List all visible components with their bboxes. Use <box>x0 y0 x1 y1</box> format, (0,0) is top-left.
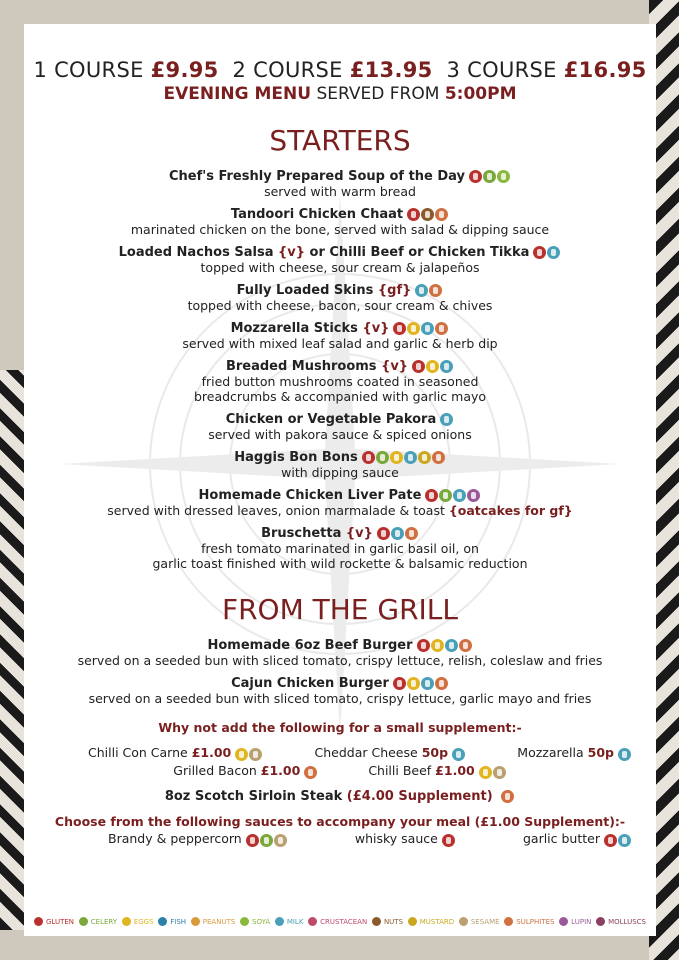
sauce-label: whisky sauce <box>354 831 438 846</box>
allergen-icons <box>469 169 511 184</box>
milk-icon <box>440 413 453 426</box>
item-description: fried button mushrooms coated in seasoned <box>201 374 479 389</box>
menu-item <box>24 207 656 237</box>
soya-icon <box>240 917 249 926</box>
sulphites-icon <box>304 766 317 779</box>
legend-item <box>372 917 403 926</box>
menu-item <box>24 676 656 706</box>
gluten-icon <box>362 451 375 464</box>
supplement-item <box>88 745 263 761</box>
item-title: Homemade 6oz Beef Burger <box>207 638 413 653</box>
course-prices: 1 COURSE £9.95 2 COURSE £13.95 3 COURSE £16.95 <box>33 58 647 82</box>
legend-label: LUPIN <box>571 917 592 926</box>
item-description: garlic toast finished with wild rockette & balsamic reduction <box>152 556 528 571</box>
gluten-icon <box>604 834 617 847</box>
gluten-icon <box>407 208 420 221</box>
gluten-icon <box>377 527 390 540</box>
item-title: Tandoori Chicken Chaat <box>230 207 404 222</box>
sauce-item <box>108 831 288 847</box>
item-description: marinated chicken on the bone, served with salad & dipping sauce <box>130 222 550 237</box>
item-name <box>24 321 656 336</box>
milk-icon <box>453 489 466 502</box>
supplement-title: Why not add the following for a small supplement:- <box>158 720 522 735</box>
allergen-icons <box>618 746 632 761</box>
menu-item <box>24 638 656 668</box>
sesame-icon <box>249 748 262 761</box>
sesame-icon <box>274 834 287 847</box>
legend-label: PEANUTS <box>202 917 236 926</box>
item-name <box>24 450 656 465</box>
sulphites-icon <box>405 527 418 540</box>
legend-label: MILK <box>286 917 304 926</box>
milk-icon <box>421 322 434 335</box>
allergen-icons <box>377 526 419 541</box>
item-title: Breaded Mushrooms <box>225 359 377 374</box>
legend-item <box>504 917 554 926</box>
milk-icon <box>421 677 434 690</box>
legend-label: EGGS <box>133 917 154 926</box>
supplements-row-1 <box>24 745 656 761</box>
diet-tag: {v} <box>381 359 409 374</box>
item-description: served on a seeded bun with sliced tomato, crispy lettuce, relish, coleslaw and fries <box>77 653 603 668</box>
eggs-icon <box>426 360 439 373</box>
milk-icon <box>547 246 560 259</box>
legend-label: NUTS <box>383 917 404 926</box>
gluten-icon <box>393 322 406 335</box>
legend-label: SESAME <box>470 917 500 926</box>
diet-note: {oatcakes for gf} <box>448 503 573 518</box>
celery-icon <box>483 170 496 183</box>
menu-page <box>24 24 656 936</box>
gluten-icon <box>393 677 406 690</box>
supplement-label: Chilli Beef <box>368 763 436 778</box>
eggs-icon <box>479 766 492 779</box>
legend-item <box>122 917 154 926</box>
allergen-icons <box>604 832 632 847</box>
starters-heading: STARTERS <box>269 124 411 157</box>
supplement-item <box>314 745 466 761</box>
item-name <box>24 245 656 260</box>
sauce-label: garlic butter <box>522 831 600 846</box>
sulphites-icon <box>432 451 445 464</box>
sauce-item <box>355 831 456 847</box>
milk-icon <box>445 639 458 652</box>
supplement-item <box>517 745 632 761</box>
diet-tag: {v} <box>345 526 373 541</box>
item-name <box>24 412 656 427</box>
allergen-icons <box>393 676 449 691</box>
eggs-icon <box>431 639 444 652</box>
allergen-icons <box>362 450 446 465</box>
diet-tag: {v} <box>362 321 390 336</box>
celery-icon <box>79 917 88 926</box>
eggs-icon <box>122 917 131 926</box>
milk-icon <box>440 360 453 373</box>
milk-icon <box>415 284 428 297</box>
item-description: breadcrumbs & accompanied with garlic mayo <box>193 389 487 404</box>
soya-icon <box>497 170 510 183</box>
allergen-legend <box>34 917 646 926</box>
item-description: served with warm bread <box>264 184 416 199</box>
item-description: served with pakora sauce & spiced onions <box>208 427 472 442</box>
allergen-icons <box>425 488 481 503</box>
molluscs-icon <box>596 917 605 926</box>
starters-list <box>24 169 656 571</box>
sulphites-icon <box>435 322 448 335</box>
sauces-row <box>24 831 656 847</box>
nuts-icon <box>372 917 381 926</box>
mustard-icon <box>408 917 417 926</box>
legend-item <box>240 917 270 926</box>
allergen-icons <box>412 359 454 374</box>
eggs-icon <box>235 748 248 761</box>
celery-icon <box>376 451 389 464</box>
allergen-icons <box>533 245 561 260</box>
item-name <box>24 169 656 184</box>
allergen-icons <box>415 283 443 298</box>
sesame-icon <box>493 766 506 779</box>
legend-item <box>191 917 236 926</box>
legend-label: SULPHITES <box>516 917 555 926</box>
menu-item <box>24 169 656 199</box>
item-title: Cajun Chicken Burger <box>231 676 389 691</box>
legend-item <box>408 917 454 926</box>
item-name <box>24 638 656 653</box>
legend-label: MUSTARD <box>419 917 455 926</box>
diet-tag: {v} <box>278 245 305 260</box>
menu-item <box>24 321 656 351</box>
legend-label: CELERY <box>90 917 118 926</box>
supplement-label: Grilled Bacon <box>173 763 261 778</box>
item-description: served with dressed leaves, onion marmalade & toast {oatcakes for gf} <box>107 503 573 518</box>
grill-list <box>24 638 656 706</box>
gluten-icon <box>417 639 430 652</box>
menu-item <box>24 488 656 518</box>
item-name <box>24 676 656 691</box>
item-name <box>24 488 656 503</box>
crustacean-icon <box>308 917 317 926</box>
eggs-icon <box>407 322 420 335</box>
allergen-icons <box>246 832 288 847</box>
sulphites-icon <box>504 917 513 926</box>
eggs-icon <box>407 677 420 690</box>
supplement-price: 50p <box>587 745 614 760</box>
legend-label: MOLLUSCS <box>608 917 646 926</box>
supplement-label: Mozzarella <box>517 745 588 760</box>
lupin-icon <box>559 917 568 926</box>
fish-icon <box>158 917 167 926</box>
item-description: served with mixed leaf salad and garlic & herb dip <box>182 336 498 351</box>
supplement-item <box>173 763 318 779</box>
item-name <box>24 283 656 298</box>
milk-icon <box>618 834 631 847</box>
supplement-label: Cheddar Cheese <box>314 745 422 760</box>
allergen-icons <box>452 746 466 761</box>
peanuts-icon <box>191 917 200 926</box>
menu-item <box>24 412 656 442</box>
milk-icon <box>404 451 417 464</box>
legend-item <box>275 917 304 926</box>
gluten-icon <box>34 917 43 926</box>
nuts-icon <box>421 208 434 221</box>
item-name <box>24 207 656 222</box>
supplement-item <box>368 763 506 779</box>
item-description: topped with cheese, bacon, sour cream & chives <box>187 298 493 313</box>
allergen-icons <box>417 638 473 653</box>
menu-item <box>24 283 656 313</box>
gluten-icon <box>425 489 438 502</box>
allergen-icons <box>407 207 449 222</box>
legend-item <box>308 917 367 926</box>
supplement-price: £1.00 <box>191 745 232 760</box>
legend-item <box>459 917 500 926</box>
legend-label: FISH <box>170 917 187 926</box>
allergen-icons <box>304 764 318 779</box>
legend-label: SOYA <box>252 917 271 926</box>
legend-label: GLUTEN <box>46 917 75 926</box>
item-title: Bruschetta <box>261 526 342 541</box>
allergen-icons <box>235 746 263 761</box>
menu-item <box>24 450 656 480</box>
lupin-icon <box>467 489 480 502</box>
gluten-icon <box>533 246 546 259</box>
evening-menu-line: EVENING MENU SERVED FROM 5:00PM <box>163 84 517 104</box>
gluten-icon <box>469 170 482 183</box>
legend-item <box>559 917 591 926</box>
allergen-icons <box>479 764 507 779</box>
gluten-icon <box>442 834 455 847</box>
sulphites-icon <box>459 639 472 652</box>
mustard-icon <box>418 451 431 464</box>
gluten-icon <box>412 360 425 373</box>
milk-icon <box>618 748 631 761</box>
allergen-icons <box>442 832 456 847</box>
sauce-item <box>523 831 632 847</box>
item-title: Mozzarella Sticks <box>230 321 358 336</box>
item-title: Loaded Nachos Salsa <box>118 245 274 260</box>
celery-icon <box>439 489 452 502</box>
legend-item <box>158 917 186 926</box>
celery-icon <box>260 834 273 847</box>
legend-item <box>34 917 74 926</box>
item-title: Haggis Bon Bons <box>234 450 358 465</box>
allergen-icons <box>393 321 449 336</box>
item-title: Chicken or Vegetable Pakora <box>225 412 437 427</box>
supplements-row-2 <box>24 763 656 779</box>
legend-item <box>596 917 646 926</box>
sulphites-icon <box>501 790 514 803</box>
supplement-price: £1.00 <box>260 763 301 778</box>
milk-icon <box>391 527 404 540</box>
supplement-price: 50p <box>421 745 449 760</box>
item-description: with dipping sauce <box>281 465 399 480</box>
diet-tag: {gf} <box>377 283 412 298</box>
item-description: topped with cheese, sour cream & jalapeños <box>200 260 480 275</box>
sauce-label: Brandy & peppercorn <box>108 831 242 846</box>
sulphites-icon <box>429 284 442 297</box>
steak-item: 8oz Scotch Sirloin Steak (£4.00 Supplement) <box>24 789 656 804</box>
item-title: Fully Loaded Skins <box>236 283 374 298</box>
gluten-icon <box>246 834 259 847</box>
eggs-icon <box>390 451 403 464</box>
sulphites-icon <box>435 677 448 690</box>
legend-label: CRUSTACEAN <box>320 917 368 926</box>
item-name <box>24 526 656 541</box>
sauce-title: Choose from the following sauces to accompany your meal (£1.00 Supplement):- <box>54 814 626 829</box>
item-name <box>24 359 656 374</box>
sulphites-icon <box>435 208 448 221</box>
milk-icon <box>275 917 284 926</box>
zebra-border-left <box>0 370 24 930</box>
supplement-label: Chilli Con Carne <box>88 745 192 760</box>
menu-item <box>24 245 656 275</box>
item-description: fresh tomato marinated in garlic basil oil, on <box>201 541 479 556</box>
legend-item <box>79 917 117 926</box>
milk-icon <box>452 748 465 761</box>
steak-allergen-icons <box>501 789 515 804</box>
supplement-price: £1.00 <box>435 763 475 778</box>
item-description: served on a seeded bun with sliced tomato, crispy lettuce, garlic mayo and fries <box>88 691 592 706</box>
sesame-icon <box>459 917 468 926</box>
item-title: Chef's Freshly Prepared Soup of the Day <box>168 169 466 184</box>
menu-item <box>24 359 656 404</box>
item-title-extra: or Chilli Beef or Chicken Tikka <box>309 245 530 260</box>
allergen-icons <box>440 412 454 427</box>
menu-item <box>24 526 656 571</box>
grill-heading: FROM THE GRILL <box>221 593 459 626</box>
item-title: Homemade Chicken Liver Pate <box>198 488 422 503</box>
